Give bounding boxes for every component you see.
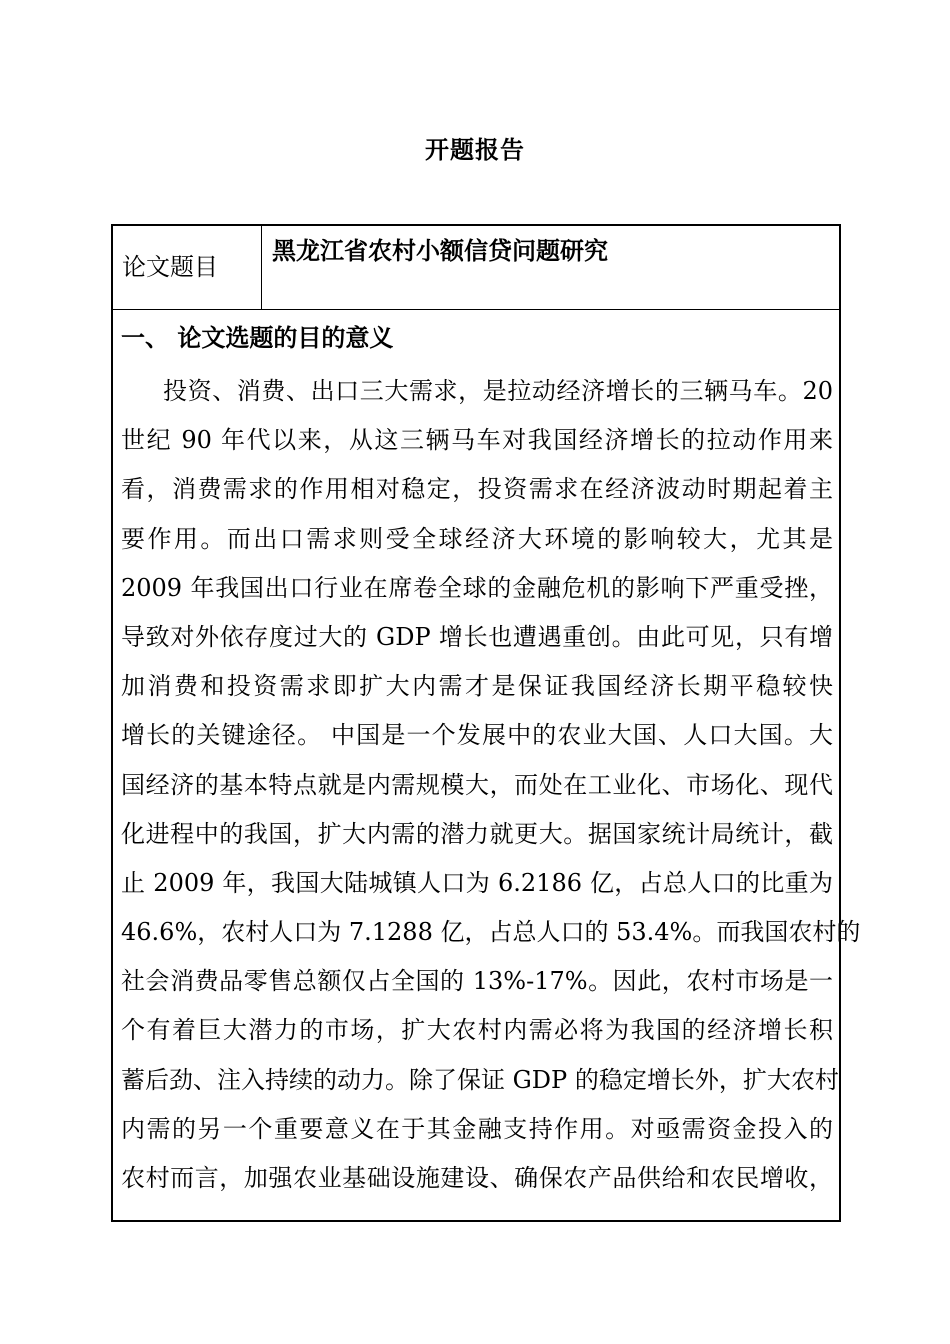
paragraph-line: 看，消费需求的作用相对稳定，投资需求在经济波动时期起着主	[121, 475, 833, 504]
purpose-paragraph	[121, 367, 861, 1203]
paragraph-line: 化进程中的我国，扩大内需的潜力就更大。据国家统计局统计，截	[121, 819, 833, 848]
paragraph-line: 止 2009 年，我国大陆城镇人口为 6.2186 亿，占总人口的比重为	[121, 868, 833, 897]
thesis-title-value: 黑龙江省农村小额信贷问题研究	[272, 236, 608, 265]
page-title: 开题报告	[425, 135, 525, 164]
paragraph-line: 社会消费品零售总额仅占全国的 13%-17%。因此，农村市场是一	[121, 967, 833, 996]
paragraph-line: 46.6%，农村人口为 7.1288 亿，占总人口的 53.4%。而我国农村的	[121, 918, 861, 947]
paragraph-line: 导致对外依存度过大的 GDP 增长也遭遇重创。由此可见，只有增	[121, 622, 833, 651]
section-heading-purpose: 一、 论文选题的目的意义	[121, 323, 394, 352]
paragraph-line: 世纪 90 年代以来，从这三辆马车对我国经济增长的拉动作用来	[121, 426, 833, 455]
paragraph-line: 投资、消费、出口三大需求，是拉动经济增长的三辆马车。20	[163, 377, 833, 405]
paragraph-line: 加消费和投资需求即扩大内需才是保证我国经济长期平稳较快	[121, 672, 833, 701]
paragraph-line: 内需的另一个重要意义在于其金融支持作用。对亟需资金投入的	[121, 1114, 833, 1143]
thesis-title-row	[113, 226, 839, 310]
paragraph-line: 蓄后劲、注入持续的动力。除了保证 GDP 的稳定增长外，扩大农村	[121, 1065, 839, 1094]
paragraph-line: 个有着巨大潜力的市场，扩大农村内需必将为我国的经济增长积	[121, 1016, 833, 1045]
paragraph-line: 要作用。而出口需求则受全球经济大环境的影响较大，尤其是	[121, 524, 833, 553]
paragraph-line: 2009 年我国出口行业在席卷全球的金融危机的影响下严重受挫，	[121, 573, 833, 602]
paragraph-line: 增长的关键途径。 中国是一个发展中的农业大国、人口大国。大	[121, 721, 833, 750]
thesis-title-label: 论文题目	[122, 253, 218, 281]
paragraph-line: 国经济的基本特点就是内需规模大，而处在工业化、市场化、现代	[121, 770, 833, 799]
thesis-title-label-cell	[113, 226, 262, 309]
paragraph-line: 农村而言，加强农业基础设施建设、确保农产品供给和农民增收，	[121, 1164, 833, 1192]
report-table	[111, 224, 861, 1222]
